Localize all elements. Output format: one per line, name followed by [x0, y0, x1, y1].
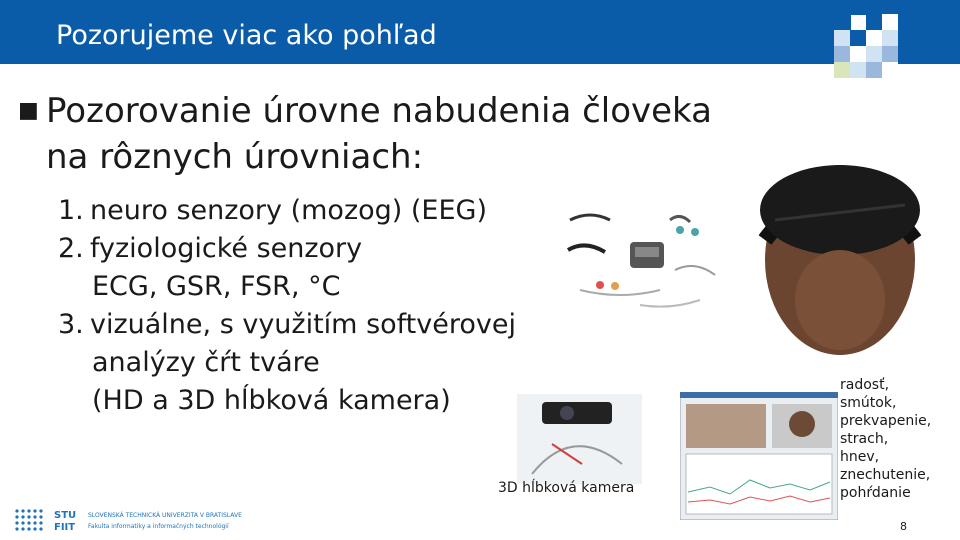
eeg-headset-photo: [745, 150, 935, 360]
slide-header: [0, 0, 960, 64]
main-bullet-text: Pozorovanie úrovne nabudenia človeka na rôznych úrovniach:: [46, 91, 712, 177]
list-item-subtext: analýzy čŕt tváre: [92, 347, 320, 378]
footer-stu-text: STU: [54, 510, 77, 521]
emotion-label: pohŕdanie: [840, 485, 911, 501]
emotion-label: radosť,: [840, 377, 890, 393]
physiological-sensors-image: [560, 190, 730, 330]
list-item-subtext: ECG, GSR, FSR, °C: [92, 271, 341, 302]
slide-title: Pozorujeme viac ako pohľad: [56, 20, 437, 51]
footer-faculty-text: Fakulta informatiky a informačných technológií: [88, 523, 229, 530]
emotion-label: znechutenie,: [840, 467, 931, 483]
numbered-list: [58, 192, 558, 420]
footer-fiit-text: FIIT: [54, 522, 76, 533]
emotion-label: prekvapenie,: [840, 413, 932, 429]
bullet-square-icon: ■: [18, 98, 39, 123]
depth-camera-image: [512, 394, 642, 484]
list-item-text: fyziologické senzory: [90, 233, 363, 264]
list-item: 1. neuro senzory (mozog) (EEG): [58, 195, 487, 226]
fiit-logo-grid: [834, 14, 914, 94]
emotion-label: strach,: [840, 431, 889, 447]
list-item-subtext: (HD a 3D hĺbková kamera): [92, 385, 451, 416]
list-item-text: vizuálne, s využitím softvérovej: [90, 309, 516, 340]
camera-caption: 3D hĺbková kamera: [498, 480, 635, 496]
emotions-list: [840, 376, 950, 502]
face-analysis-software-screenshot: [680, 392, 838, 520]
emotion-label: hnev,: [840, 449, 880, 465]
footer-university-text: SLOVENSKÁ TECHNICKÁ UNIVERZITA V BRATISLAVE: [88, 512, 242, 519]
page-number: 8: [900, 520, 907, 533]
list-item: 3. vizuálne, s využitím softvérovej analýzy čŕt tváre (HD a 3D hĺbková kamera): [58, 306, 558, 420]
list-item-text: neuro senzory (mozog) (EEG): [90, 195, 487, 226]
stu-fiit-footer-logo: [14, 507, 314, 533]
list-item: 2. fyziologické senzory ECG, GSR, FSR, °C: [58, 230, 558, 306]
emotion-label: smútok,: [840, 395, 897, 411]
main-bullet: [18, 88, 738, 180]
